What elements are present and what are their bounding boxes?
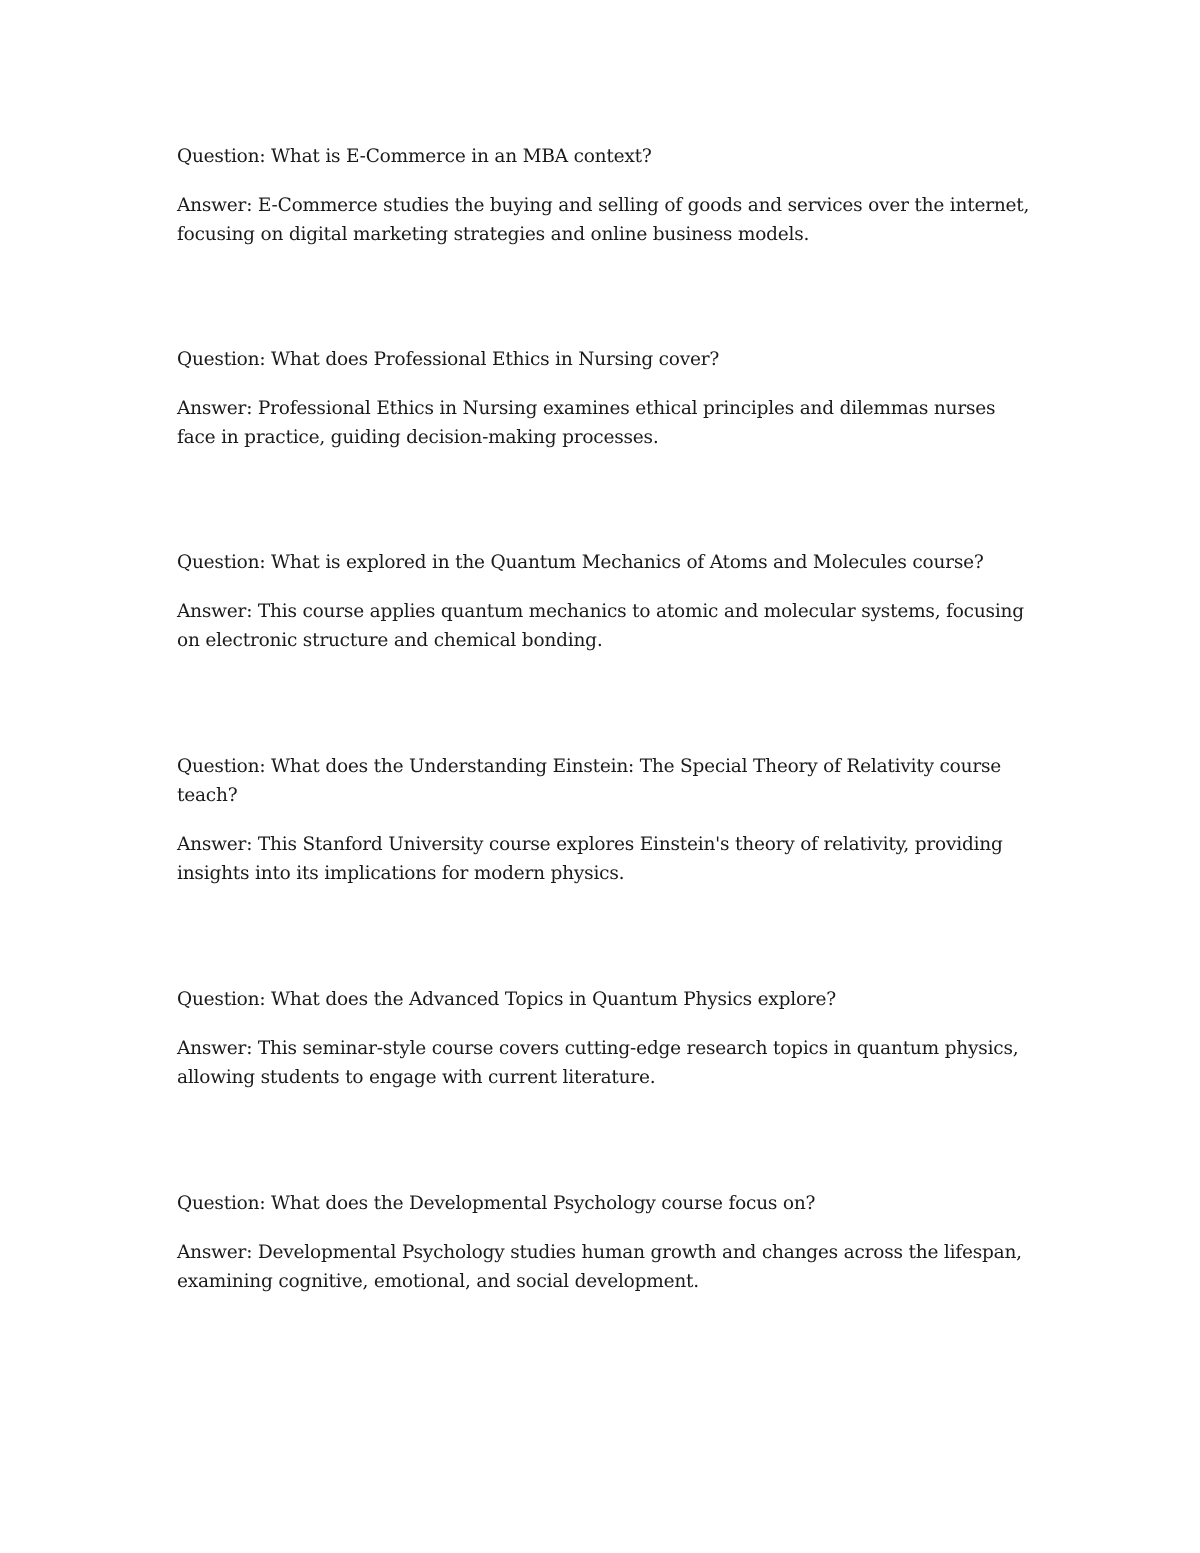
answer-text: Answer: This course applies quantum mechanics to atomic and molecular systems, focusing on electronic structure and chemical bonding. — [177, 601, 1024, 651]
answer-text: Answer: Developmental Psychology studies human growth and changes across the lifespan, examining cognitive, emotional, and social development. — [177, 1242, 1022, 1292]
qa-block — [177, 985, 1037, 1092]
question-text: Question: What does the Advanced Topics in Quantum Physics explore? — [177, 989, 837, 1010]
qa-block — [177, 345, 1037, 452]
answer-text: Answer: E-Commerce studies the buying and selling of goods and services over the internet, focusing on digital marketing strategies and online business models. — [177, 195, 1030, 245]
qa-block — [177, 752, 1037, 888]
answer-text: Answer: This Stanford University course explores Einstein's theory of relativity, providing insights into its implications for modern physics. — [177, 834, 1003, 884]
question-text: Question: What does the Developmental Psychology course focus on? — [177, 1193, 816, 1214]
question-text: Question: What does Professional Ethics in Nursing cover? — [177, 349, 720, 370]
question-text: Question: What is explored in the Quantum Mechanics of Atoms and Molecules course? — [177, 552, 984, 573]
qa-block — [177, 548, 1037, 655]
answer-text: Answer: Professional Ethics in Nursing examines ethical principles and dilemmas nurses face in practice, guiding decision-making processes. — [177, 398, 996, 448]
qa-block — [177, 142, 1037, 249]
answer-text: Answer: This seminar-style course covers cutting-edge research topics in quantum physics, allowing students to engage with current literature. — [177, 1038, 1019, 1088]
qa-block — [177, 1189, 1037, 1296]
question-text: Question: What does the Understanding Einstein: The Special Theory of Relativity course teach? — [177, 756, 1002, 806]
question-text: Question: What is E-Commerce in an MBA context? — [177, 146, 652, 167]
